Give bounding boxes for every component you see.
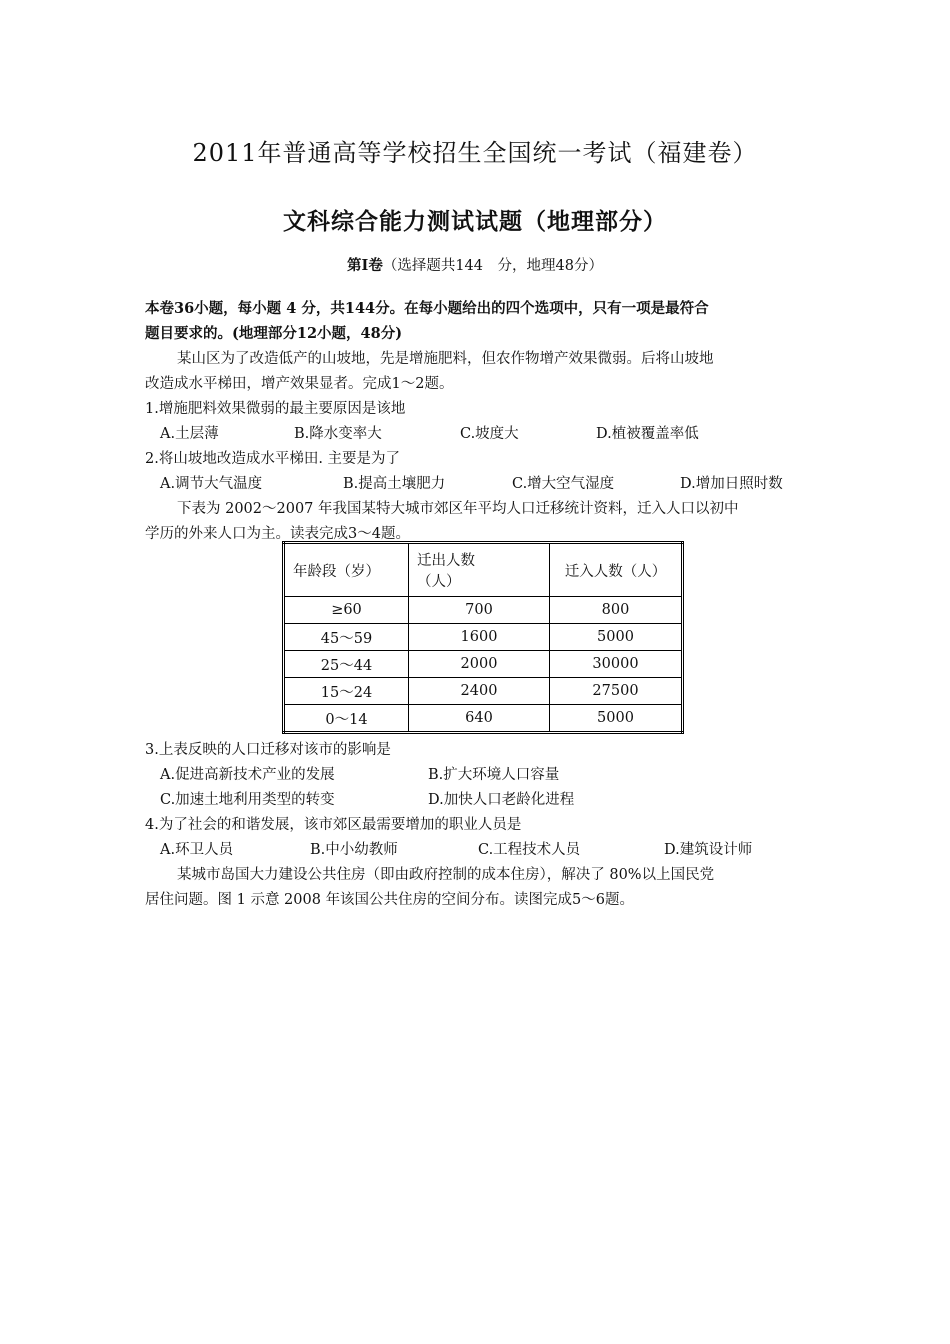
- q2-stem: 2.将山坡地改造成水平梯田. 主要是为了: [145, 451, 401, 467]
- q3-option-a: A.促进高新技术产业的发展: [160, 767, 335, 783]
- header-age-group: 年龄段（岁）: [284, 543, 409, 597]
- exam-title: 2011年普通高等学校招生全国统一考试（福建卷）: [192, 139, 758, 167]
- header-out-migrants: [409, 543, 550, 597]
- instructions-line-1: 本卷36小题，每小题 4 分，共144分。在每小题给出的四个选项中，只有一项是最符合: [145, 300, 709, 317]
- intro1-line-1: 某山区为了改造低产的山坡地，先是增施肥料，但农作物增产效果微弱。后将山坡地: [177, 351, 714, 367]
- q3-option-c: C.加速土地利用类型的转变: [160, 792, 335, 808]
- intro3-line-1: 某城市岛国大力建设公共住房（即由政府控制的成本住房），解决了 80%以上国民党: [177, 867, 715, 883]
- cell-in: 5000: [550, 624, 683, 651]
- cell-in: 5000: [550, 705, 683, 733]
- q3-option-d: D.加快人口老龄化进程: [428, 792, 575, 808]
- q2-option-c: C.增大空气湿度: [512, 476, 615, 492]
- intro1-line-2: 改造成水平梯田，增产效果显者。完成1～2题。: [145, 376, 454, 392]
- table-header-row: [284, 543, 683, 597]
- cell-age: 25～44: [284, 651, 409, 678]
- q3-option-b: B.扩大环境人口容量: [428, 767, 560, 783]
- q2-option-a: A.调节大气温度: [160, 476, 263, 492]
- table-row: [284, 705, 683, 733]
- q2-option-b: B.提高土壤肥力: [343, 476, 446, 492]
- cell-out: 700: [409, 597, 550, 624]
- q1-option-c: C.坡度大: [460, 426, 519, 442]
- cell-in: 27500: [550, 678, 683, 705]
- cell-out: 640: [409, 705, 550, 733]
- cell-age: ≥60: [284, 597, 409, 624]
- cell-age: 0～14: [284, 705, 409, 733]
- cell-out: 2000: [409, 651, 550, 678]
- q1-option-a: A.土层薄: [160, 426, 219, 442]
- cell-age: 15～24: [284, 678, 409, 705]
- section-heading: [0, 254, 950, 275]
- q1-option-b: B.降水变率大: [294, 426, 382, 442]
- instructions-line-2: 题目要求的。(地理部分12小题，48分): [145, 325, 403, 342]
- cell-in: 800: [550, 597, 683, 624]
- migration-table: [282, 541, 684, 734]
- q4-option-b: B.中小幼教师: [310, 842, 398, 858]
- q1-stem: 1.增施肥料效果微弱的最主要原因是该地: [145, 401, 406, 417]
- section-label: 第Ⅰ卷: [347, 257, 383, 274]
- table-row: [284, 678, 683, 705]
- q3-stem: 3.上表反映的人口迁移对该市的影响是: [145, 742, 391, 758]
- header-out-migrants-line-2: （人）: [417, 574, 461, 590]
- q2-option-d: D.增加日照时数: [680, 476, 783, 492]
- q4-option-d: D.建筑设计师: [664, 842, 753, 858]
- exam-subtitle: 文科综合能力测试试题（地理部分）: [283, 208, 667, 235]
- intro3-line-2: 居住问题。图 1 示意 2008 年该国公共住房的空间分布。读图完成5～6题。: [145, 892, 635, 908]
- header-in-migrants: 迁入人数（人）: [550, 543, 683, 597]
- cell-in: 30000: [550, 651, 683, 678]
- intro2-line-2: 学历的外来人口为主。读表完成3～4题。: [145, 526, 410, 542]
- q4-option-a: A.环卫人员: [160, 842, 234, 858]
- table-row: [284, 624, 683, 651]
- q4-stem: 4.为了社会的和谐发展，该市郊区最需要增加的职业人员是: [145, 817, 522, 833]
- cell-out: 1600: [409, 624, 550, 651]
- section-note: （选择题共144 分，地理48分）: [382, 258, 603, 274]
- cell-out: 2400: [409, 678, 550, 705]
- cell-age: 45～59: [284, 624, 409, 651]
- q4-option-c: C.工程技术人员: [478, 842, 581, 858]
- q1-option-d: D.植被覆盖率低: [596, 426, 699, 442]
- header-out-migrants-line-1: 迁出人数: [417, 553, 475, 569]
- intro2-line-1: 下表为 2002～2007 年我国某特大城市郊区年平均人口迁移统计资料，迁入人口以初中: [177, 501, 739, 517]
- table-row: [284, 651, 683, 678]
- table-row: [284, 597, 683, 624]
